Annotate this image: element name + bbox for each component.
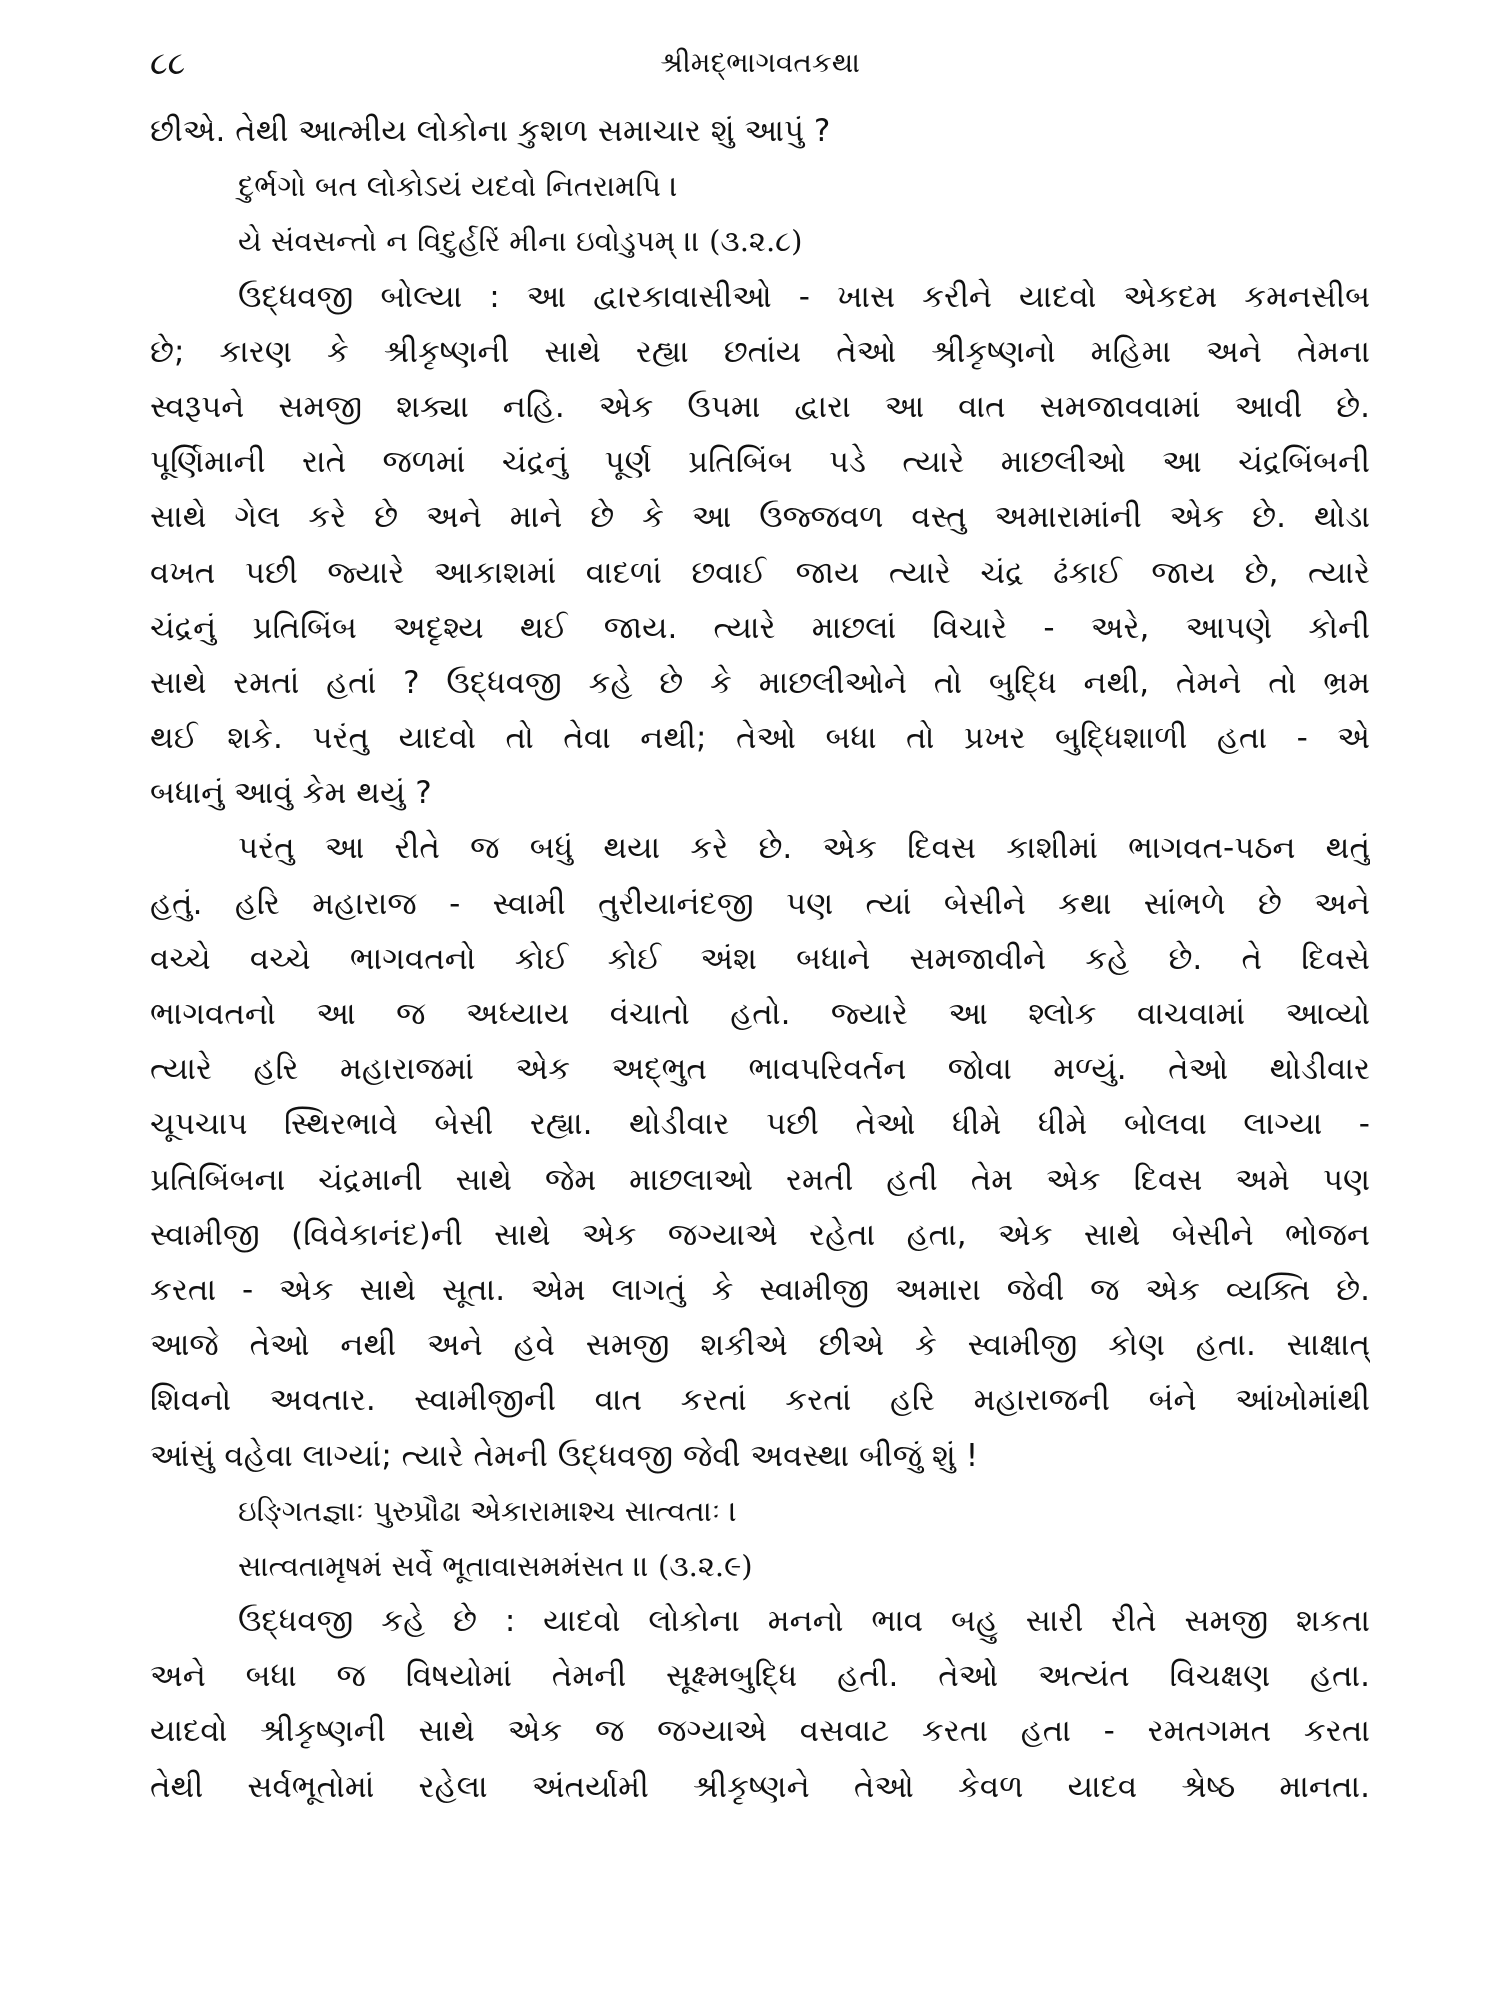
page-body	[150, 104, 1370, 1815]
text-line: શિવનો અવતાર. સ્વામીજીની વાત કરતાં કરતાં હરિ મહારાજની બંને આંખોમાંથી	[150, 1382, 1370, 1419]
text-line: પ્રતિબિંબના ચંદ્રમાની સાથે જેમ માછલાઓ રમતી હતી તેમ એક દિવસ અમે પણ	[150, 1161, 1370, 1198]
text-line: હતું. હરિ મહારાજ - સ્વામી તુરીયાનંદજી પણ ત્યાં બેસીને કથા સાંભળે છે અને	[150, 885, 1370, 922]
verse-line: ઇઙ્ગિતજ્ઞાઃ પુરુપ્રૌઢા એકારામાશ્ચ સાત્વતાઃ ।	[238, 1493, 738, 1528]
text-line: સ્વામીજી (વિવેકાનંદ)ની સાથે એક જગ્યાએ રહેતા હતા, એક સાથે બેસીને ભોજન	[150, 1216, 1370, 1253]
text-line: પૂર્ણિમાની રાતે જળમાં ચંદ્રનું પૂર્ણ પ્રતિબિંબ પડે ત્યારે માછલીઓ આ ચંદ્રબિંબની	[150, 444, 1370, 481]
text-line: સાથે રમતાં હતાં ? ઉદ્ધવજી કહે છે કે માછલીઓને તો બુદ્ધિ નથી, તેમને તો ભ્રમ	[150, 664, 1370, 701]
text-line: ચૂપચાપ સ્થિરભાવે બેસી રહ્યા. થોડીવાર પછી તેઓ ધીમે ધીમે બોલવા લાગ્યા -	[150, 1106, 1370, 1143]
verse-line: દુર્ભગો બત લોકોઽયં યદવો નિતરામપિ ।	[238, 169, 678, 204]
text-line: યાદવો શ્રીકૃષ્ણની સાથે એક જ જગ્યાએ વસવાટ કરતા હતા - રમતગમત કરતા	[150, 1713, 1370, 1750]
text-line: ત્યારે હરિ મહારાજમાં એક અદ્‌ભુત ભાવપરિવર્તન જોવા મળ્યું. તેઓ થોડીવાર	[150, 1051, 1370, 1088]
page-header	[150, 38, 1370, 88]
text-line: કરતા - એક સાથે સૂતા. એમ લાગતું કે સ્વામીજી અમારા જેવી જ એક વ્યક્તિ છે.	[150, 1271, 1370, 1308]
text-line: છીએ. તેથી આત્મીય લોકોના કુશળ સમાચાર શું આપું ?	[150, 113, 831, 149]
text-line: તેથી સર્વભૂતોમાં રહેલા અંતર્યામી શ્રીકૃષ્ણને તેઓ કેવળ યાદવ શ્રેષ્ઠ માનતા.	[150, 1768, 1370, 1805]
text-line: સ્વરૂપને સમજી શક્યા નહિ. એક ઉપમા દ્વારા આ વાત સમજાવવામાં આવી છે.	[150, 388, 1370, 425]
text-line: આંસું વહેવા લાગ્યાં; ત્યારે તેમની ઉદ્ધવજી જેવી અવસ્થા બીજું શું !	[150, 1437, 979, 1474]
text-line: બધાનું આવું કેમ થયું ?	[150, 775, 432, 812]
text-line: આજે તેઓ નથી અને હવે સમજી શકીએ છીએ કે સ્વામીજી કોણ હતા. સાક્ષાત્	[150, 1327, 1370, 1364]
page-number: ૮૮	[150, 44, 186, 82]
text-line: ઉદ્ધવજી બોલ્યા : આ દ્વારકાવાસીઓ - ખાસ કરીને યાદવો એકદમ કમનસીબ	[238, 278, 1370, 315]
text-line: વચ્ચે વચ્ચે ભાગવતનો કોઈ કોઈ અંશ બધાને સમજાવીને કહે છે. તે દિવસે	[150, 940, 1370, 977]
text-line: ઉદ્ધવજી કહે છે : યાદવો લોકોના મનનો ભાવ બહુ સારી રીતે સમજી શકતા	[238, 1603, 1370, 1640]
text-line: પરંતુ આ રીતે જ બધું થયા કરે છે. એક દિવસ કાશીમાં ભાગવત-પઠન થતું	[238, 830, 1370, 867]
text-line: છે; કારણ કે શ્રીકૃષ્ણની સાથે રહ્યા છતાંય તેઓ શ્રીકૃષ્ણનો મહિમા અને તેમના	[150, 333, 1370, 370]
text-line: સાથે ગેલ કરે છે અને માને છે કે આ ઉજ્જવળ વસ્તુ અમારામાંની એક છે. થોડા	[150, 499, 1370, 536]
verse-line: સાત્વતામૃષમં સર્વે ભૂતાવાસમમંસત ।। (૩.૨.૯)	[238, 1548, 753, 1583]
verse-line: યે સંવસન્તો ન વિદુર્હરિં મીના ઇવોડુપમ્ ।। (૩.૨.૮)	[238, 224, 803, 259]
text-line: ભાગવતનો આ જ અધ્યાય વંચાતો હતો. જ્યારે આ શ્લોક વાચવામાં આવ્યો	[150, 996, 1370, 1032]
text-line: અને બધા જ વિષયોમાં તેમની સૂક્ષ્મબુદ્ધિ હતી. તેઓ અત્યંત વિચક્ષણ હતા.	[150, 1658, 1370, 1695]
text-line: ચંદ્રનું પ્રતિબિંબ અદૃશ્ય થઈ જાય. ત્યારે માછલાં વિચારે - અરે, આપણે કોની	[150, 609, 1370, 646]
running-title: શ્રીમદ્‌ભાગવતકથા	[659, 46, 861, 79]
text-line: વખત પછી જ્યારે આકાશમાં વાદળાં છવાઈ જાય ત્યારે ચંદ્ર ઢંકાઈ જાય છે, ત્યારે	[150, 554, 1370, 591]
text-line: થઈ શકે. પરંતુ યાદવો તો તેવા નથી; તેઓ બધા તો પ્રખર બુદ્ધિશાળી હતા - એ	[150, 720, 1370, 757]
